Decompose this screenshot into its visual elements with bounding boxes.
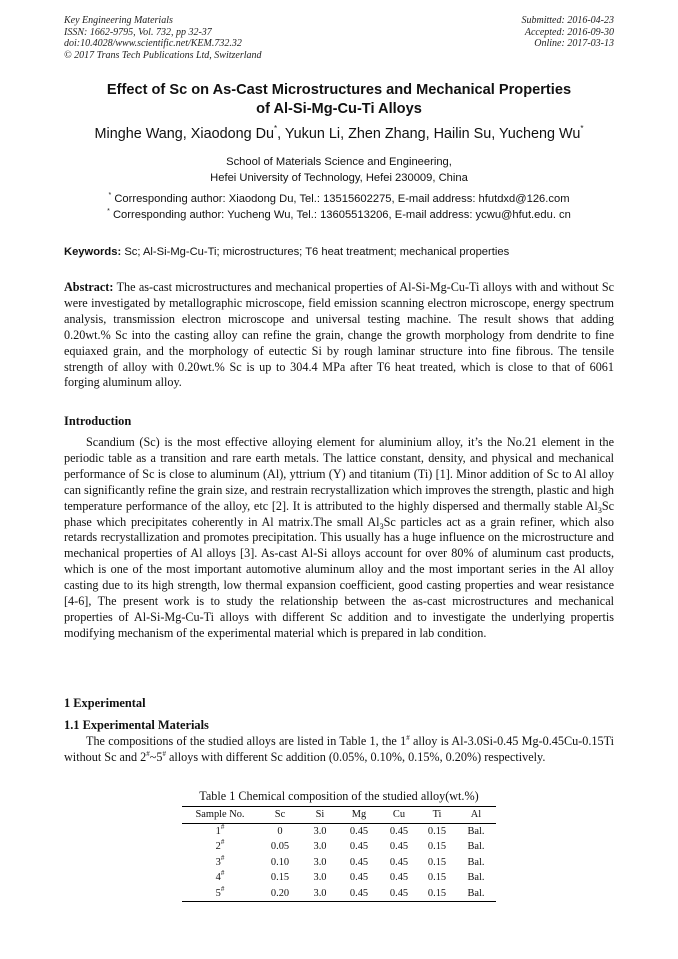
- keywords-label: Keywords:: [64, 246, 122, 258]
- table-cell: Bal.: [467, 825, 485, 837]
- corresponding-mark: *: [108, 192, 112, 199]
- table-cell: 3.0: [313, 872, 327, 883]
- superscript: #: [162, 749, 166, 758]
- table-cell: 0.15: [427, 872, 447, 883]
- table-cell: 3.0: [313, 887, 327, 899]
- table-cell: Bal.: [467, 856, 485, 868]
- corresponding-text-1: Corresponding author: Xiaodong Du, Tel.: 13515602275, E-mail address: hfutdxd@126.com: [114, 193, 570, 205]
- corresponding-author-2: [64, 207, 614, 223]
- journal-name: Key Engineering Materials: [64, 15, 173, 26]
- paper-title: [64, 81, 614, 119]
- table-cell: 0.45: [389, 856, 409, 868]
- table-cell: 3.0: [313, 856, 327, 868]
- keywords: [64, 244, 614, 260]
- intro-text-part: Scandium (Sc) is the most effective alloying element for aluminium alloy, it’s the No.21 element in the periodic table as a transition and rare earth metals. The lattice constant, density, and physical and mechanical performance of Sc is close to aluminum (Al), yttrium (Y) and titanium (Ti) [1]. Minor addition of Sc to Al alloy can significantly refine the grain size, and restrain recrystallization which improves the strength, plastic and high temperature performance of the alloy, etc [2]. It is attributed to the highly dispersed and thermally stable Al: [64, 435, 614, 513]
- table-row: [182, 839, 496, 855]
- materials-text-part: ~5: [149, 749, 163, 764]
- experimental-heading: 1 Experimental: [64, 696, 146, 710]
- introduction-text: [64, 435, 614, 642]
- col-header: Al: [456, 807, 496, 824]
- table-cell: 5#: [215, 884, 225, 899]
- materials-text-part: alloy is Al-3.0Si-0.45 Mg-0.45Cu-0.15Ti without Sc and 2: [64, 734, 614, 764]
- table-cell: 0.45: [349, 825, 369, 837]
- table-row: [182, 886, 496, 902]
- table-row: [182, 855, 496, 871]
- col-header: Si: [302, 807, 338, 824]
- table-cell: Bal.: [467, 887, 485, 899]
- table-cell: 2#: [215, 838, 225, 852]
- copyright: © 2017 Trans Tech Publications Ltd, Switzerland: [64, 49, 262, 61]
- col-header: Cu: [380, 807, 418, 824]
- table-cell: 0.20: [270, 887, 290, 899]
- table-cell: 0: [277, 825, 283, 837]
- accepted-date: Accepted: 2016-09-30: [524, 26, 614, 38]
- title-line-2: of Al-Si-Mg-Cu-Ti Alloys: [256, 101, 422, 117]
- superscript: #: [220, 884, 225, 893]
- table-cell: 0.05: [270, 841, 290, 852]
- superscript: #: [220, 869, 225, 877]
- affiliation-line-1: School of Materials Science and Engineering,: [226, 156, 452, 168]
- composition-table: [182, 806, 496, 902]
- materials-text-part: The compositions of the studied alloys are listed in Table 1, the 1: [86, 734, 407, 748]
- intro-text-part: Sc particles act as a grain refiner, which also retards recrystallization and promotes precipitation. This usually has a huge influence on the microstructure and mechanical properties of Al alloys [3]. As-cast Al-Si alloys account for over 80% of aluminum cast products, which is one of the most important automotive aluminum alloy and the most important series in the Al alloy casting due to its high strength, low thermal expansion coefficient, good casting properties and wear resistance [4-6], The present work is to study the relationship between the as-cast microstructures and mechanical properties of Al-Si-Mg-Cu-Ti alloys with different Sc addition and to investigate the underlying propertis modifying mechanism of the experimental material which is prepared in lab condition.: [64, 514, 614, 640]
- dates-header: [522, 15, 615, 50]
- superscript: #: [220, 853, 225, 862]
- materials-text: [64, 734, 614, 766]
- abstract-label: Abstract:: [64, 280, 114, 294]
- table-cell: Bal.: [467, 841, 485, 852]
- table-row: [182, 823, 496, 839]
- table-cell: 1#: [215, 822, 225, 837]
- table-cell: 0.15: [427, 841, 447, 852]
- materials-text-part: alloys with different Sc addition (0.05%, 0.10%, 0.15%, 0.20%) respectively.: [165, 749, 546, 764]
- table-caption: Table 1 Chemical composition of the studied alloy(wt.%): [199, 789, 479, 803]
- intro-text-part: Sc phase which precipitates coherently in Al matrix.The small Al: [64, 498, 614, 529]
- affiliation: [64, 154, 614, 186]
- table-cell: 0.45: [349, 841, 369, 852]
- subscript: 3: [379, 521, 384, 531]
- submitted-date: Submitted: 2016-04-23: [521, 15, 614, 26]
- table-cell: 0.15: [270, 872, 290, 883]
- issn: ISSN: 1662-9795, Vol. 732, pp 32-37: [64, 26, 212, 38]
- journal-header: [64, 15, 262, 61]
- superscript: #: [220, 822, 225, 831]
- table-cell: 0.45: [389, 825, 409, 837]
- corresponding-mark: *: [580, 124, 584, 133]
- table-cell: 0.45: [389, 887, 409, 899]
- table-cell: 0.45: [349, 872, 369, 883]
- col-header: Ti: [418, 807, 456, 824]
- superscript: #: [146, 749, 150, 758]
- affiliation-line-2: Hefei University of Technology, Hefei 230009, China: [210, 172, 468, 184]
- corresponding-mark: *: [107, 208, 110, 215]
- table-cell: Bal.: [467, 872, 485, 883]
- corresponding-text-2: Corresponding author: Yucheng Wu, Tel.: 13605513206, E-mail address: ycwu@hfut.edu. cn: [112, 209, 571, 221]
- keywords-text: Sc; Al-Si-Mg-Cu-Ti; microstructures; T6 heat treatment; mechanical properties: [124, 246, 510, 258]
- table-cell: 4#: [215, 869, 225, 883]
- table-cell: 3.0: [313, 841, 327, 852]
- table-header-row: [182, 807, 496, 824]
- online-date: Online: 2017-03-13: [534, 38, 614, 49]
- table-cell: 0.10: [270, 856, 290, 868]
- author-list: [40, 125, 638, 143]
- table-cell: 0.15: [427, 887, 447, 899]
- table-row: [182, 870, 496, 886]
- introduction-heading: Introduction: [64, 414, 132, 428]
- table-cell: 0.45: [389, 872, 409, 883]
- abstract: [64, 280, 614, 391]
- col-header: Sample No.: [182, 807, 258, 824]
- table-cell: 0.45: [349, 887, 369, 899]
- table-cell: 0.45: [349, 856, 369, 868]
- table-cell: 0.15: [427, 825, 447, 837]
- doi: doi:10.4028/www.scientific.net/KEM.732.32: [64, 38, 242, 49]
- table-cell: 0.15: [427, 856, 447, 868]
- table-cell: 3.0: [313, 825, 327, 837]
- superscript: #: [220, 838, 225, 846]
- subscript: 3: [597, 505, 602, 515]
- materials-heading: 1.1 Experimental Materials: [64, 718, 209, 732]
- title-line-1: Effect of Sc on As-Cast Microstructures and Mechanical Properties: [106, 82, 572, 98]
- table-cell: 0.45: [389, 841, 409, 852]
- superscript: #: [406, 734, 410, 742]
- col-header: Sc: [258, 807, 302, 824]
- table-cell: 3#: [215, 853, 225, 868]
- authors-part-2: , Yukun Li, Zhen Zhang, Hailin Su, Yucheng Wu: [277, 126, 581, 142]
- corresponding-author-1: [64, 191, 614, 207]
- abstract-text: The as-cast microstructures and mechanical properties of Al-Si-Mg-Cu-Ti alloys with and without Sc were investigated by metallographic microscope, field emission scanning electron microscope, energy spectrum analysis, transmission electron microscope and universal testing machine. The result shows that adding 0.20wt.% Sc into the casting alloy can refine the grain, change the growth morphology from dendrite to fine equiaxed grain, and the morphology of eutectic Si by rough laminar structure into fine fibrous. The tensile strength of alloy with 0.20wt.% Sc is up to 304.4 MPa after T6 heat treated, which is close to that of 6061 forging aluminum alloy.: [64, 280, 615, 390]
- col-header: Mg: [338, 807, 380, 824]
- authors-part-1: Minghe Wang, Xiaodong Du: [94, 126, 274, 142]
- corresponding-mark: *: [274, 124, 278, 133]
